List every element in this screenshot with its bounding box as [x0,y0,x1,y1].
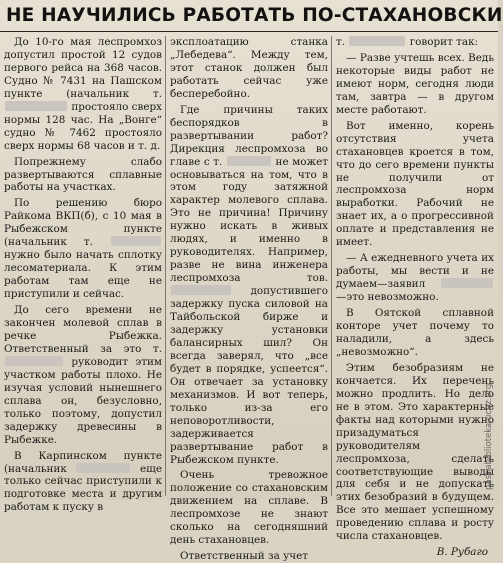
paragraph: Попрежнему слабо развертываются сплавные работы на участках. [4,155,162,194]
paragraph: Этим безобразиям не кончается. Их перечень можно продлить. Но дело не в этом. Это характерные факты над которыми нужно призадуматься руководителям леспромхоза, сделать соответствующие выводы для себя и не допускать этих безобразий в будущем. Все это мешает успешному проведению сплава и росту числа стахановцев. [336,361,494,543]
paragraph-text: говорит так: [409,36,479,48]
column-divider [165,36,166,496]
paragraph-text: нужно было начать сплотку лесоматериала. К этим работам там еще не приступили и сейчас. [4,249,162,301]
redacted-name [227,156,271,166]
paragraph: Вот именно, корень отсутствия учета стахановцев кроется в том, что до сего времени пункты не получили от леспромхоза норм выработки. Рабочий не знает их, а о прогрессивной оплате и представления не имеет. [336,119,494,249]
paragraph [336,36,494,49]
paragraph [4,450,162,515]
article-column-1 [4,36,163,514]
redacted-name [5,101,67,111]
article-headline [0,0,503,32]
watermark: pashabiblioteka.ucoz.org [484,383,494,490]
redacted-name [111,236,161,246]
paragraph-text: —это невозможно. [336,291,439,304]
paragraph: — Разве учтешь всех. Ведь некоторые виды работ не имеют норм, сегодня люди там, завтра — в другом месте работают. [336,51,494,116]
redacted-name [349,36,405,46]
paragraph-text: Где причины таких беспорядков в развертывании работ? Дирекция леспромхоза во главе с т. [170,103,328,168]
paragraph-text: простояло сверх нормы 128 час. На „Вонге“ судно № 7462 простояло сверх нормы 68 часов и т. д. [4,100,163,152]
paragraph-text: т. [336,36,346,48]
redacted-name [76,463,130,473]
paragraph-text: допустившего задержку пуска силовой на Тайбольской бирже и задержку установки балансирных шил? Он всегда заверял, что „все будет в порядке, успеется“. Он отвечает за установку механизмов. И вот теперь, только из-за его неповоротливости, задерживается развертывание работ в Рыбежском пункте. [170,285,328,466]
redacted-name [5,356,63,366]
column-divider [331,36,332,496]
author-signature: В. Рубаго [436,546,488,559]
paragraph-text: — А ежедневного учета их работы, мы вести и не думаем—заявил [336,252,494,291]
paragraph: Очень тревожное положение со стахановским движением на сплаве. В леспромхозе не знают сколько на сегодняшний день стахановцев. [170,469,328,547]
paragraph-text: еще только сейчас приступили к подготовке места и другим работам к пуску в [4,462,162,514]
redacted-name [171,285,231,295]
paragraph-text: До 10-го мая леспромхоз допустил простой 12 судов первого рейса на 368 часов. Судно № 7431 на Пашском пункте (начальник т. [4,36,162,100]
paragraph [4,197,162,301]
article-column-3 [336,36,494,559]
paragraph-text: В Карпинском пункте (начальник [4,449,162,475]
headline-text: НЕ НАУЧИЛИСЬ РАБОТАТЬ ПО-СТАХАНОВСКИ [6,5,503,26]
paragraph-text: До сего времени не закончен молевой сплав в речке Рыбежка. Ответственный за это т. [4,304,162,355]
paragraph [4,36,162,153]
paragraph: В Оятской сплавной конторе учет почему то наладили, а здесь „невозможно“. [336,307,494,358]
paragraph: Ответственный за учет [180,550,308,563]
article-column-2 [170,36,328,563]
paragraph [170,104,328,467]
redacted-name [441,278,493,288]
paragraph [4,304,162,446]
paragraph [336,252,494,304]
paragraph-text: руководит этим участком работы плохо. Не изучая условий нынешнего сплава он, безусловно, только поэтому, допустил задержку древесины в Рыбежке. [4,355,162,446]
paragraph-text: не может основываться на том, что в этом году затяжной характер молевого сплава. Это не причина! Причину нужно искать в живых людях, и именно в руководителях. Например, разве не вина инженера леспромхоза тов. [170,155,328,285]
paragraph-text: По решению бюро Райкома ВКП(б), с 10 мая в Рыбежском пункте (начальник т. [4,197,162,249]
paragraph: эксплоатацию станка „Лебедева“. Между тем, этот станок должен был работать сейчас уже бесперебойно. [170,36,328,100]
